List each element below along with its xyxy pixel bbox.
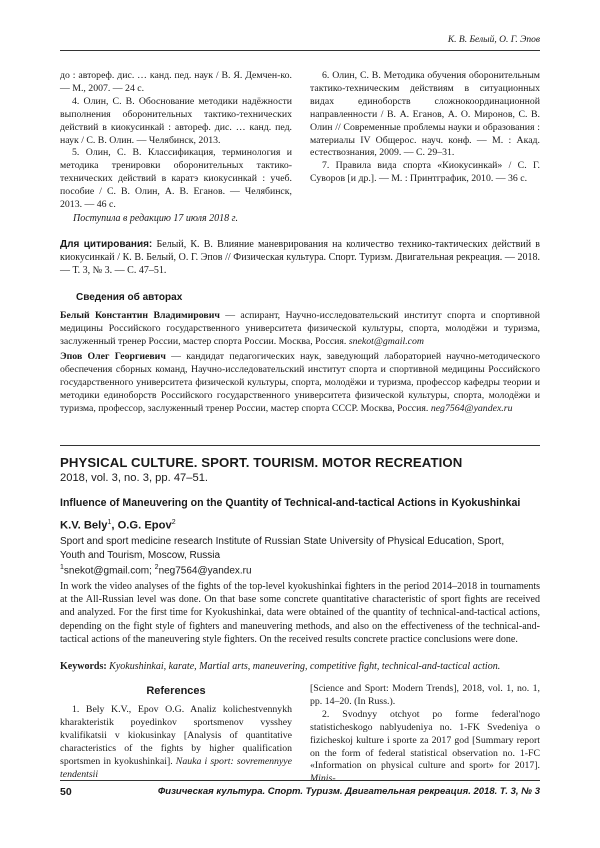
- citation-label: Для цитирования:: [60, 239, 153, 250]
- author-email[interactable]: neg7564@yandex.ru: [430, 403, 513, 414]
- citation-block: [60, 238, 540, 278]
- received-date: Поступила в редакцию 17 июля 2018 г.: [73, 213, 238, 224]
- prev-reference-item: 5. Олин, С. В. Классификация, терминология и методика тренировки оборонительных тактико-технических действий в каратэ киокусинкай : учеб. пособие / С. В. Олин, А. В. Еганов. — Челябинск, 2013. — 46 с.: [60, 147, 292, 211]
- authors-heading: Сведения об авторах: [76, 292, 183, 303]
- email-2-sup: 2: [154, 564, 159, 571]
- author-2: O.G. Epov: [117, 519, 172, 532]
- author-1-sup: 1: [107, 519, 112, 526]
- keywords: [60, 661, 540, 672]
- reference-text: 1. Bely K.V., Epov O.G. Analiz kolichestvennykh kharakteristik poyedinkov sportsmenov vysshey kvalifikatsii v kiokusinkay [Analysis of quantitative characteristics of the fights by higher qualification sportsmen in kyokushinkai].: [60, 704, 292, 767]
- prev-references-right: [310, 70, 540, 186]
- reference-journal: Nauka i sport: sovremennyye tendentsii: [60, 755, 293, 780]
- author-bio: [60, 350, 540, 415]
- reference-journal: Minis-: [310, 773, 336, 785]
- reference-item: [Science and Sport: Modern Trends], 2018, vol. 1, no. 1, pp. 14–20. (In Russ.).: [310, 683, 540, 707]
- references-heading: References: [146, 685, 206, 697]
- email-separator: ;: [149, 565, 155, 577]
- prev-references-left: [60, 70, 292, 212]
- email-1-sup: 1: [60, 564, 64, 571]
- footer-journal: Физическая культура. Спорт. Туризм. Двигательная рекреация. 2018. Т. 3, № 3: [157, 786, 540, 797]
- prev-reference-item: 6. Олин, С. В. Методика обучения оборонительным тактико-техническим действиям в ситуационных видах единоборств сложнокоординационной направленности / В. А. Еганов, А. О. Миронов, С. В. Олин // Современные проблемы науки и образования : материалы IV Общерос. науч. конф. — М. : Акад. естествознания, 2009. — С. 29–31.: [310, 70, 540, 159]
- section-divider: [60, 445, 540, 446]
- journal-reference: 2018, vol. 3, no. 3, pp. 47–51.: [60, 472, 209, 484]
- email-2[interactable]: neg7564@yandex.ru: [158, 565, 252, 577]
- abstract: In work the video analyses of the fights of the top-level kyokushinkai fighters in the period 2014–2018 in tournaments at the All-Russian level was done. On that base some concrete quantitative characteristic of sport fights are received and analyzed. For the first time for Kyokushinkai, data were obtained of the quantity of technical-and-tactical actions, depending on the fight style of fighters and maneuvering methods, and also on the effectiveness of the technical-and-tactical actions of the maneuvering style fighters. On the received results concrete practice conclusions were done.: [60, 581, 540, 645]
- footer-divider: [60, 780, 540, 781]
- author-1: K.V. Bely: [60, 519, 108, 532]
- author-email[interactable]: snekot@gmail.com: [348, 336, 424, 347]
- author-bio-text: — кандидат педагогических наук, заведующий лабораторией научно-методического обеспечения сборных команд, Научно-исследовательский институт спорта и спортивной медицины Российского государственного университета физической культуры, спорта, молодёжи и туризма, профессор кафедры теории и методики единоборств Российского государственного университета физической культуры, спорта, молодёжи и туризма, профессор, заслуженный тренер России, мастер спорта СССР. Москва, Россия.: [60, 351, 540, 414]
- paper-title: Influence of Maneuvering on the Quantity of Technical-and-tactical Actions in Kyokushinkai: [60, 497, 521, 509]
- references-left: [60, 704, 292, 781]
- keywords-label: Keywords:: [60, 661, 107, 672]
- author-bio-text: — аспирант, Научно-исследовательский институт спорта и спортивной медицины Российского государственного университета физической культуры, спорта, молодёжи и туризма, заслуженный тренер России, мастер спорта России. Москва, Россия.: [60, 310, 540, 347]
- page-number: 50: [60, 786, 72, 798]
- running-header: [60, 34, 540, 51]
- citation-text: Белый, К. В. Влияние маневрирования на количество технико-тактических действий в киокусинкай / К. В. Белый, О. Г. Эпов // Физическая культура. Спорт. Туризм. Двигательная рекреация. — 2018. — Т. 3, № 3. — С. 47–51.: [60, 239, 540, 277]
- journal-title: PHYSICAL CULTURE. SPORT. TOURISM. MOTOR RECREATION: [60, 455, 463, 470]
- reference-item: [60, 704, 292, 781]
- author-name: Эпов Олег Георгиевич: [60, 351, 166, 362]
- author-bio: [60, 309, 540, 348]
- author-name: Белый Константин Владимирович: [60, 310, 220, 321]
- prev-reference-item: 4. Олин, С. В. Обоснование методики надёжности выполнения оборонительных тактико-технических действий в киокусинкай : автореф. дис. … канд. пед. наук / С. В. Олин. — Челябинск, 2013.: [60, 95, 292, 146]
- prev-reference-item: 7. Правила вида спорта «Киокусинкай» / С. Г. Суворов [и др.]. — М. : Принтграфик, 2010. — 36 с.: [310, 160, 540, 185]
- header-authors: К. В. Белый, О. Г. Эпов: [447, 35, 540, 45]
- reference-item: [310, 709, 540, 786]
- author-emails: [60, 564, 252, 576]
- affiliation: Sport and sport medicine research Institute of Russian State University of Physical Education, Sport, Youth and Tourism, Moscow, Russia: [60, 536, 505, 561]
- reference-text: 2. Svodnyy otchyot po forme federal'nogo statisticheskogo nablyudeniya no. 1-FK Svedeniya o fizicheskoj kulture i sporte za 2017 god [Summary report on the form of federal statistical observation no. 1-FC «Information on physical culture and sport» for 2017].: [310, 708, 540, 772]
- references-right: [310, 683, 540, 786]
- keywords-text: Kyokushinkai, karate, Martial arts, maneuvering, competitive fight, technical-and-tactical action.: [109, 661, 501, 672]
- author-separator: ,: [111, 519, 118, 532]
- email-1[interactable]: snekot@gmail.com: [63, 565, 150, 577]
- author-2-sup: 2: [171, 519, 176, 526]
- paper-authors: [60, 519, 176, 532]
- prev-reference-item: до : автореф. дис. … канд. пед. наук / В. Я. Демчен-ко. — М., 2007. — 24 с.: [60, 70, 292, 94]
